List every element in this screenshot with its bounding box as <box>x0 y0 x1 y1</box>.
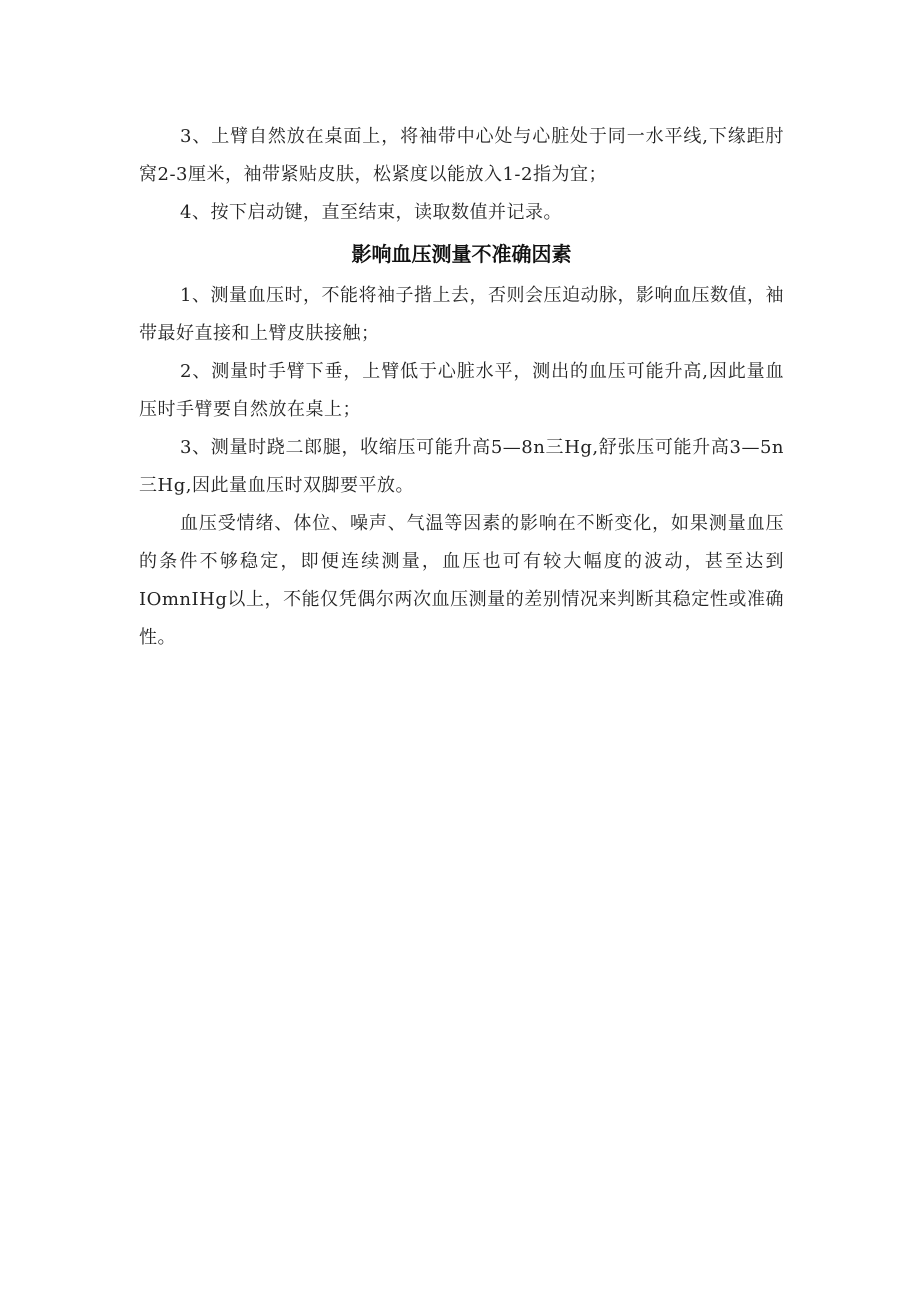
paragraph-factor-1: 1、测量血压时，不能将袖子揩上去，否则会压迫动脉，影响血压数值，袖带最好直接和上臂皮肤接触； <box>139 285 784 344</box>
paragraph-factor-2: 2、测量时手臂下垂，上臂低于心脏水平，测出的血压可能升高,因此量血压时手臂要自然放在桌上； <box>139 361 784 420</box>
paragraph-factor-3: 3、测量时跷二郎腿，收缩压可能升高5—8n三Hg,舒张压可能升高3—5n三Hg,因此量血压时双脚要平放。 <box>139 437 784 496</box>
section-heading: 影响血压测量不准确因素 <box>351 242 572 266</box>
paragraph-step-4: 4、按下启动键，直至结束，读取数值并记录。 <box>180 202 562 223</box>
paragraph-step-3: 3、上臂自然放在桌面上，将袖带中心处与心脏处于同一水平线,下缘距肘窝2-3厘米，袖带紧贴皮肤，松紧度以能放入1-2指为宜； <box>139 126 784 185</box>
document-body <box>139 118 784 657</box>
paragraph-summary: 血压受情绪、体位、噪声、气温等因素的影响在不断变化，如果测量血压的条件不够稳定，即便连续测量，血压也可有较大幅度的波动，甚至达到IOmnIHg以上，不能仅凭偶尔两次血压测量的差别情况来判断其稳定性或准确性。 <box>139 513 784 648</box>
